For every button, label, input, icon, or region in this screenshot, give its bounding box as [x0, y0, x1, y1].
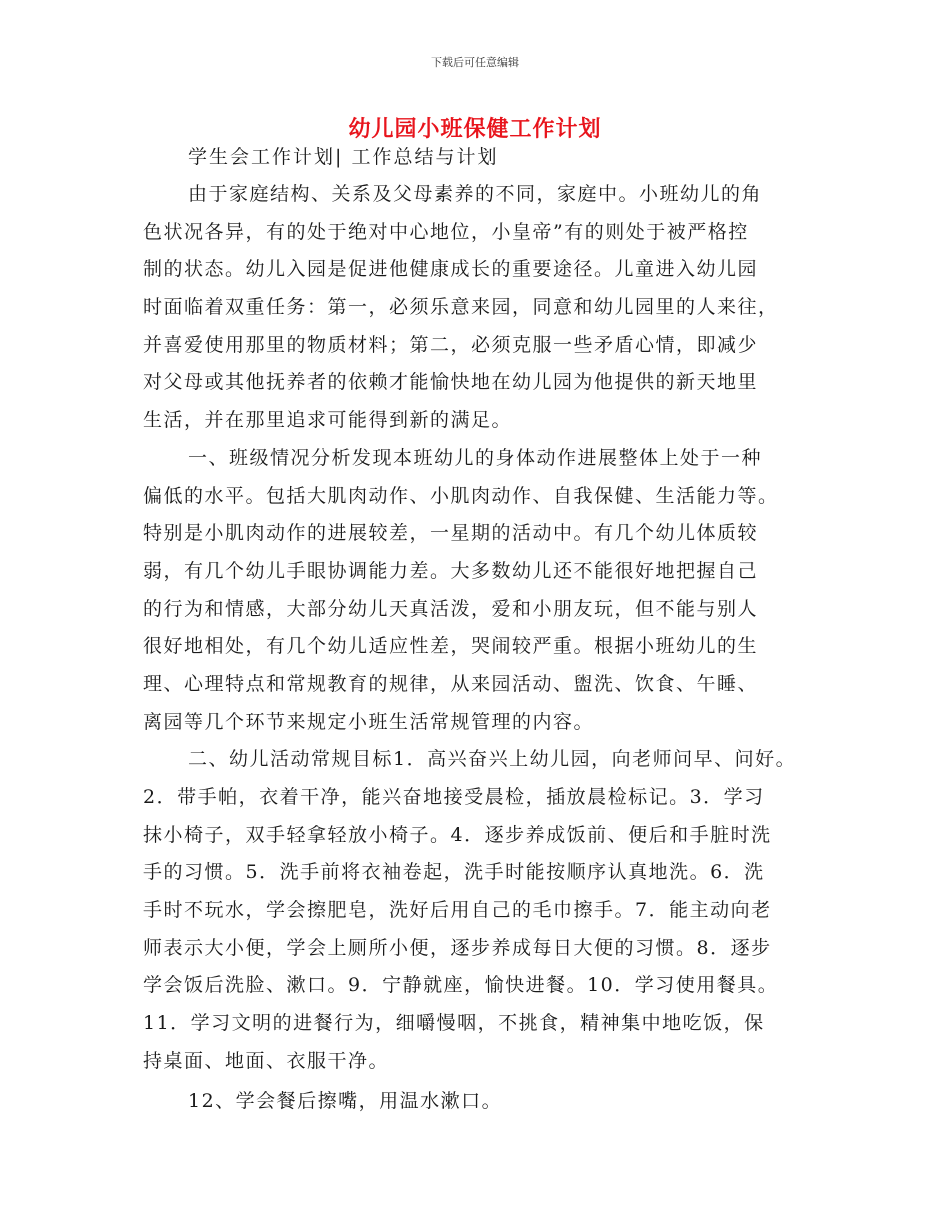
text-line: 离园等几个环节来规定小班生活常规管理的内容。 — [143, 710, 595, 733]
text-line: 制的状态。幼儿入园是促进他健康成长的重要途径。儿童进入幼儿园 — [143, 258, 759, 281]
text-line: 手时不玩水，学会擦肥皂，洗好后用自己的毛巾擦手。7．能主动向老 — [143, 899, 772, 922]
page-header-note: 下载后可任意编辑 — [431, 56, 519, 69]
text-line: 持桌面、地面、衣服干净。 — [143, 1049, 390, 1072]
paragraph-activity-goals — [143, 741, 833, 1080]
text-line: 对父母或其他抚养者的依赖才能愉快地在幼儿园为他提供的新天地里 — [143, 371, 759, 394]
text-line: 2．带手帕，衣着干净，能兴奋地接受晨检，插放晨检标记。3．学习 — [143, 786, 765, 808]
text-line: 学会饭后洗脸、漱口。9．宁静就座，愉快进餐。10．学习使用餐具。 — [143, 974, 779, 997]
document-body — [143, 176, 833, 1120]
document-title: 幼儿园小班保健工作计划 — [348, 117, 602, 142]
text-line: 由于家庭结构、关系及父母素养的不同，家庭中。小班幼儿的角 — [188, 183, 763, 205]
text-line: 12、学会餐后擦嘴，用温水漱口。 — [188, 1089, 503, 1112]
text-line: 手的习惯。5．洗手前将衣袖卷起，洗手时能按顺序认真地洗。6．洗 — [143, 861, 765, 884]
paragraph-item-12 — [143, 1083, 833, 1121]
text-line: 二、幼儿活动常规目标1．高兴奋兴上幼儿园，向老师问早、问好。 — [188, 748, 797, 771]
text-line: 一、班级情况分析发现本班幼儿的身体动作进展整体上处于一种 — [188, 446, 763, 469]
text-line: 师表示大小便，学会上厕所小便，逐步养成每日大便的习惯。8．逐步 — [143, 936, 772, 959]
text-line: 很好地相处，有几个幼儿适应性差，哭闹较严重。根据小班幼儿的生 — [143, 635, 759, 658]
text-line: 色状况各异，有的处于绝对中心地位，小皇帝”有的则处于被严格控 — [143, 220, 749, 243]
text-line: 11．学习文明的进餐行为，细嚼慢咽，不挑食，精神集中地吃饭，保 — [143, 1012, 765, 1035]
text-line: 偏低的水平。包括大肌肉动作、小肌肉动作、自我保健、生活能力等。 — [143, 484, 779, 507]
text-line: 弱，有几个幼儿手眼协调能力差。大多数幼儿还不能很好地把握自己 — [143, 559, 759, 582]
text-line: 时面临着双重任务：第一，必须乐意来园，同意和幼儿园里的人来往， — [143, 296, 779, 319]
document-subtitle: 学生会工作计划| 工作总结与计划 — [188, 146, 499, 168]
text-line: 理、心理特点和常规教育的规律，从来园活动、盥洗、饮食、午睡、 — [143, 672, 759, 695]
text-line: 特别是小肌肉动作的进展较差，一星期的活动中。有几个幼儿体质较 — [143, 522, 759, 545]
paragraph-class-analysis — [143, 440, 833, 742]
text-line: 生活，并在那里追求可能得到新的满足。 — [143, 409, 513, 432]
text-line: 并喜爱使用那里的物质材料；第二，必须克服一些矛盾心情，即减少 — [143, 333, 759, 356]
text-line: 的行为和情感，大部分幼儿天真活泼，爱和小朋友玩，但不能与别人 — [143, 597, 759, 620]
text-line: 抹小椅子，双手轻拿轻放小椅子。4．逐步养成饭前、便后和手脏时洗 — [143, 823, 772, 846]
paragraph-intro — [143, 176, 833, 440]
